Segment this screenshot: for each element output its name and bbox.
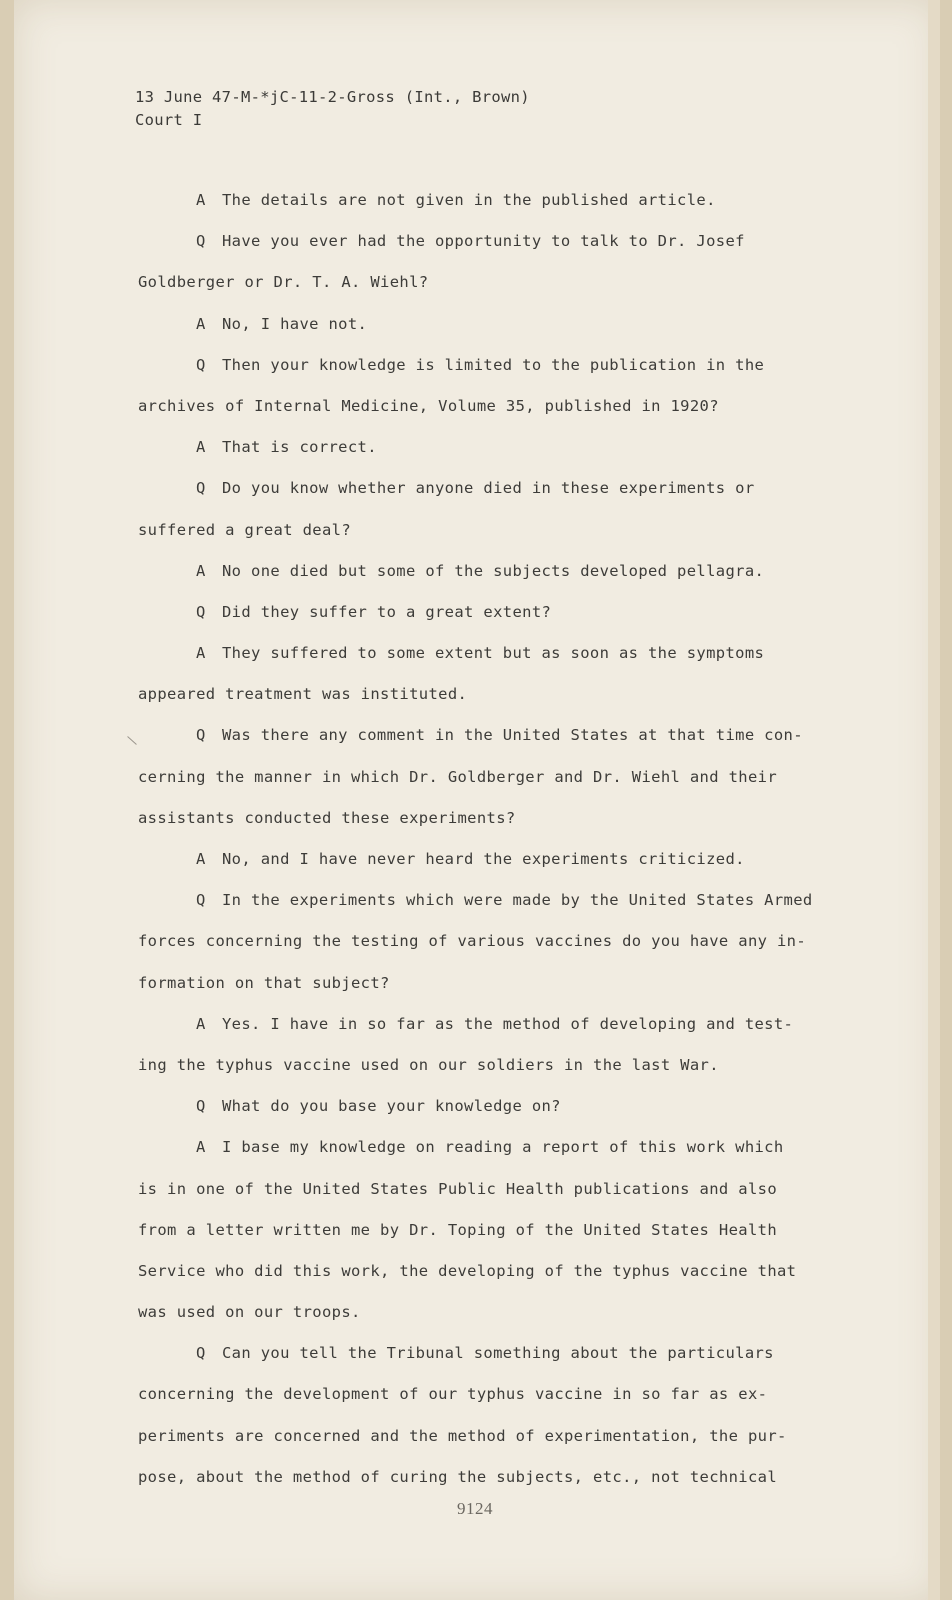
line-text: from a letter written me by Dr. Toping of the United States Health (138, 1220, 777, 1239)
transcript-body (138, 180, 838, 1498)
line-text: The details are not given in the published article. (222, 191, 716, 209)
line-text: Was there any comment in the United States at that time con- (222, 726, 803, 745)
transcript-line (138, 304, 838, 345)
line-text: ing the typhus vaccine used on our soldiers in the last War. (138, 1055, 719, 1074)
line-text: archives of Internal Medicine, Volume 35, published in 1920? (138, 396, 719, 415)
speaker-marker: A (196, 191, 206, 209)
transcript-line (138, 551, 838, 592)
transcript-line (138, 1251, 838, 1292)
line-text: assistants conducted these experiments? (138, 808, 516, 827)
speaker-marker: Q (196, 891, 206, 910)
line-text: In the experiments which were made by the United States Armed (222, 891, 813, 910)
speaker-marker: A (196, 644, 206, 663)
line-text: Yes. I have in so far as the method of developing and test- (222, 1014, 794, 1033)
line-text: Can you tell the Tribunal something about the particulars (222, 1344, 774, 1363)
line-text: No, I have not. (222, 314, 368, 333)
transcript-line (138, 180, 838, 221)
speaker-marker: A (196, 314, 206, 333)
line-text: They suffered to some extent but as soon as the symptoms (222, 644, 765, 663)
line-text: appeared treatment was instituted. (138, 685, 468, 704)
line-text: formation on that subject? (138, 973, 390, 992)
transcript-line (138, 633, 838, 674)
transcript-line (138, 468, 838, 509)
line-text: Then your knowledge is limited to the publication in the (222, 355, 765, 374)
transcript-line (138, 921, 838, 962)
transcript-line (138, 715, 838, 756)
transcript-line (138, 1333, 838, 1374)
header-session-line: 13 June 47-M-*jC-11-2-Gross (Int., Brown) (135, 88, 530, 106)
line-text: Goldberger or Dr. T. A. Wiehl? (138, 273, 429, 292)
line-text: suffered a great deal? (138, 520, 351, 539)
line-text: What do you base your knowledge on? (222, 1097, 561, 1116)
line-text: forces concerning the testing of various vaccines do you have any in- (138, 932, 807, 951)
transcript-line (138, 221, 838, 262)
transcript-line (138, 757, 838, 798)
document-header (135, 86, 530, 132)
page-edge (928, 0, 940, 1600)
line-text: I base my knowledge on reading a report of this work which (222, 1138, 784, 1157)
transcript-line (138, 1045, 838, 1086)
transcript-line (138, 510, 838, 551)
line-text: pose, about the method of curing the subjects, etc., not technical (138, 1467, 777, 1486)
header-court-line: Court I (135, 111, 203, 129)
transcript-line (138, 1416, 838, 1457)
speaker-marker: Q (196, 726, 206, 745)
line-text: That is correct. (222, 438, 377, 457)
transcript-line (138, 963, 838, 1004)
transcript-line (138, 1374, 838, 1415)
speaker-marker: Q (196, 1097, 206, 1116)
speaker-marker: Q (196, 479, 206, 498)
transcript-line (138, 262, 838, 303)
transcript-line (138, 1086, 838, 1127)
document-page (14, 0, 940, 1600)
transcript-line (138, 427, 838, 468)
speaker-marker: A (196, 438, 206, 457)
transcript-line (138, 386, 838, 427)
line-text: No one died but some of the subjects developed pellagra. (222, 561, 765, 580)
transcript-line (138, 345, 838, 386)
transcript-line (138, 839, 838, 880)
transcript-line (138, 880, 838, 921)
speaker-marker: Q (196, 232, 206, 251)
line-text: periments are concerned and the method of experimentation, the pur- (138, 1426, 787, 1445)
transcript-line (138, 592, 838, 633)
line-text: Have you ever had the opportunity to talk to Dr. Josef (222, 232, 745, 251)
transcript-line (138, 798, 838, 839)
line-text: Do you know whether anyone died in these experiments or (222, 479, 755, 498)
line-text: Did they suffer to a great extent? (222, 602, 552, 621)
speaker-marker: Q (196, 602, 206, 621)
transcript-line (138, 1210, 838, 1251)
transcript-line (138, 1292, 838, 1333)
transcript-line (138, 674, 838, 715)
transcript-line (138, 1457, 838, 1498)
page-number: 9124 (457, 1499, 493, 1518)
line-text: No, and I have never heard the experiments criticized. (222, 850, 745, 868)
speaker-marker: A (196, 561, 206, 580)
speaker-marker: A (196, 1138, 206, 1157)
transcript-line (138, 1004, 838, 1045)
line-text: Service who did this work, the developing of the typhus vaccine that (138, 1261, 797, 1280)
transcript-line (138, 1169, 838, 1210)
speaker-marker: A (196, 850, 206, 868)
line-text: was used on our troops. (138, 1303, 361, 1322)
speaker-marker: Q (196, 355, 206, 374)
line-text: is in one of the United States Public Health publications and also (138, 1179, 777, 1198)
speaker-marker: Q (196, 1344, 206, 1363)
speaker-marker: A (196, 1014, 206, 1033)
line-text: cerning the manner in which Dr. Goldberger and Dr. Wiehl and their (138, 767, 777, 786)
pencil-mark (127, 736, 137, 745)
transcript-line (138, 1127, 838, 1168)
line-text: concerning the development of our typhus vaccine in so far as ex- (138, 1385, 768, 1404)
